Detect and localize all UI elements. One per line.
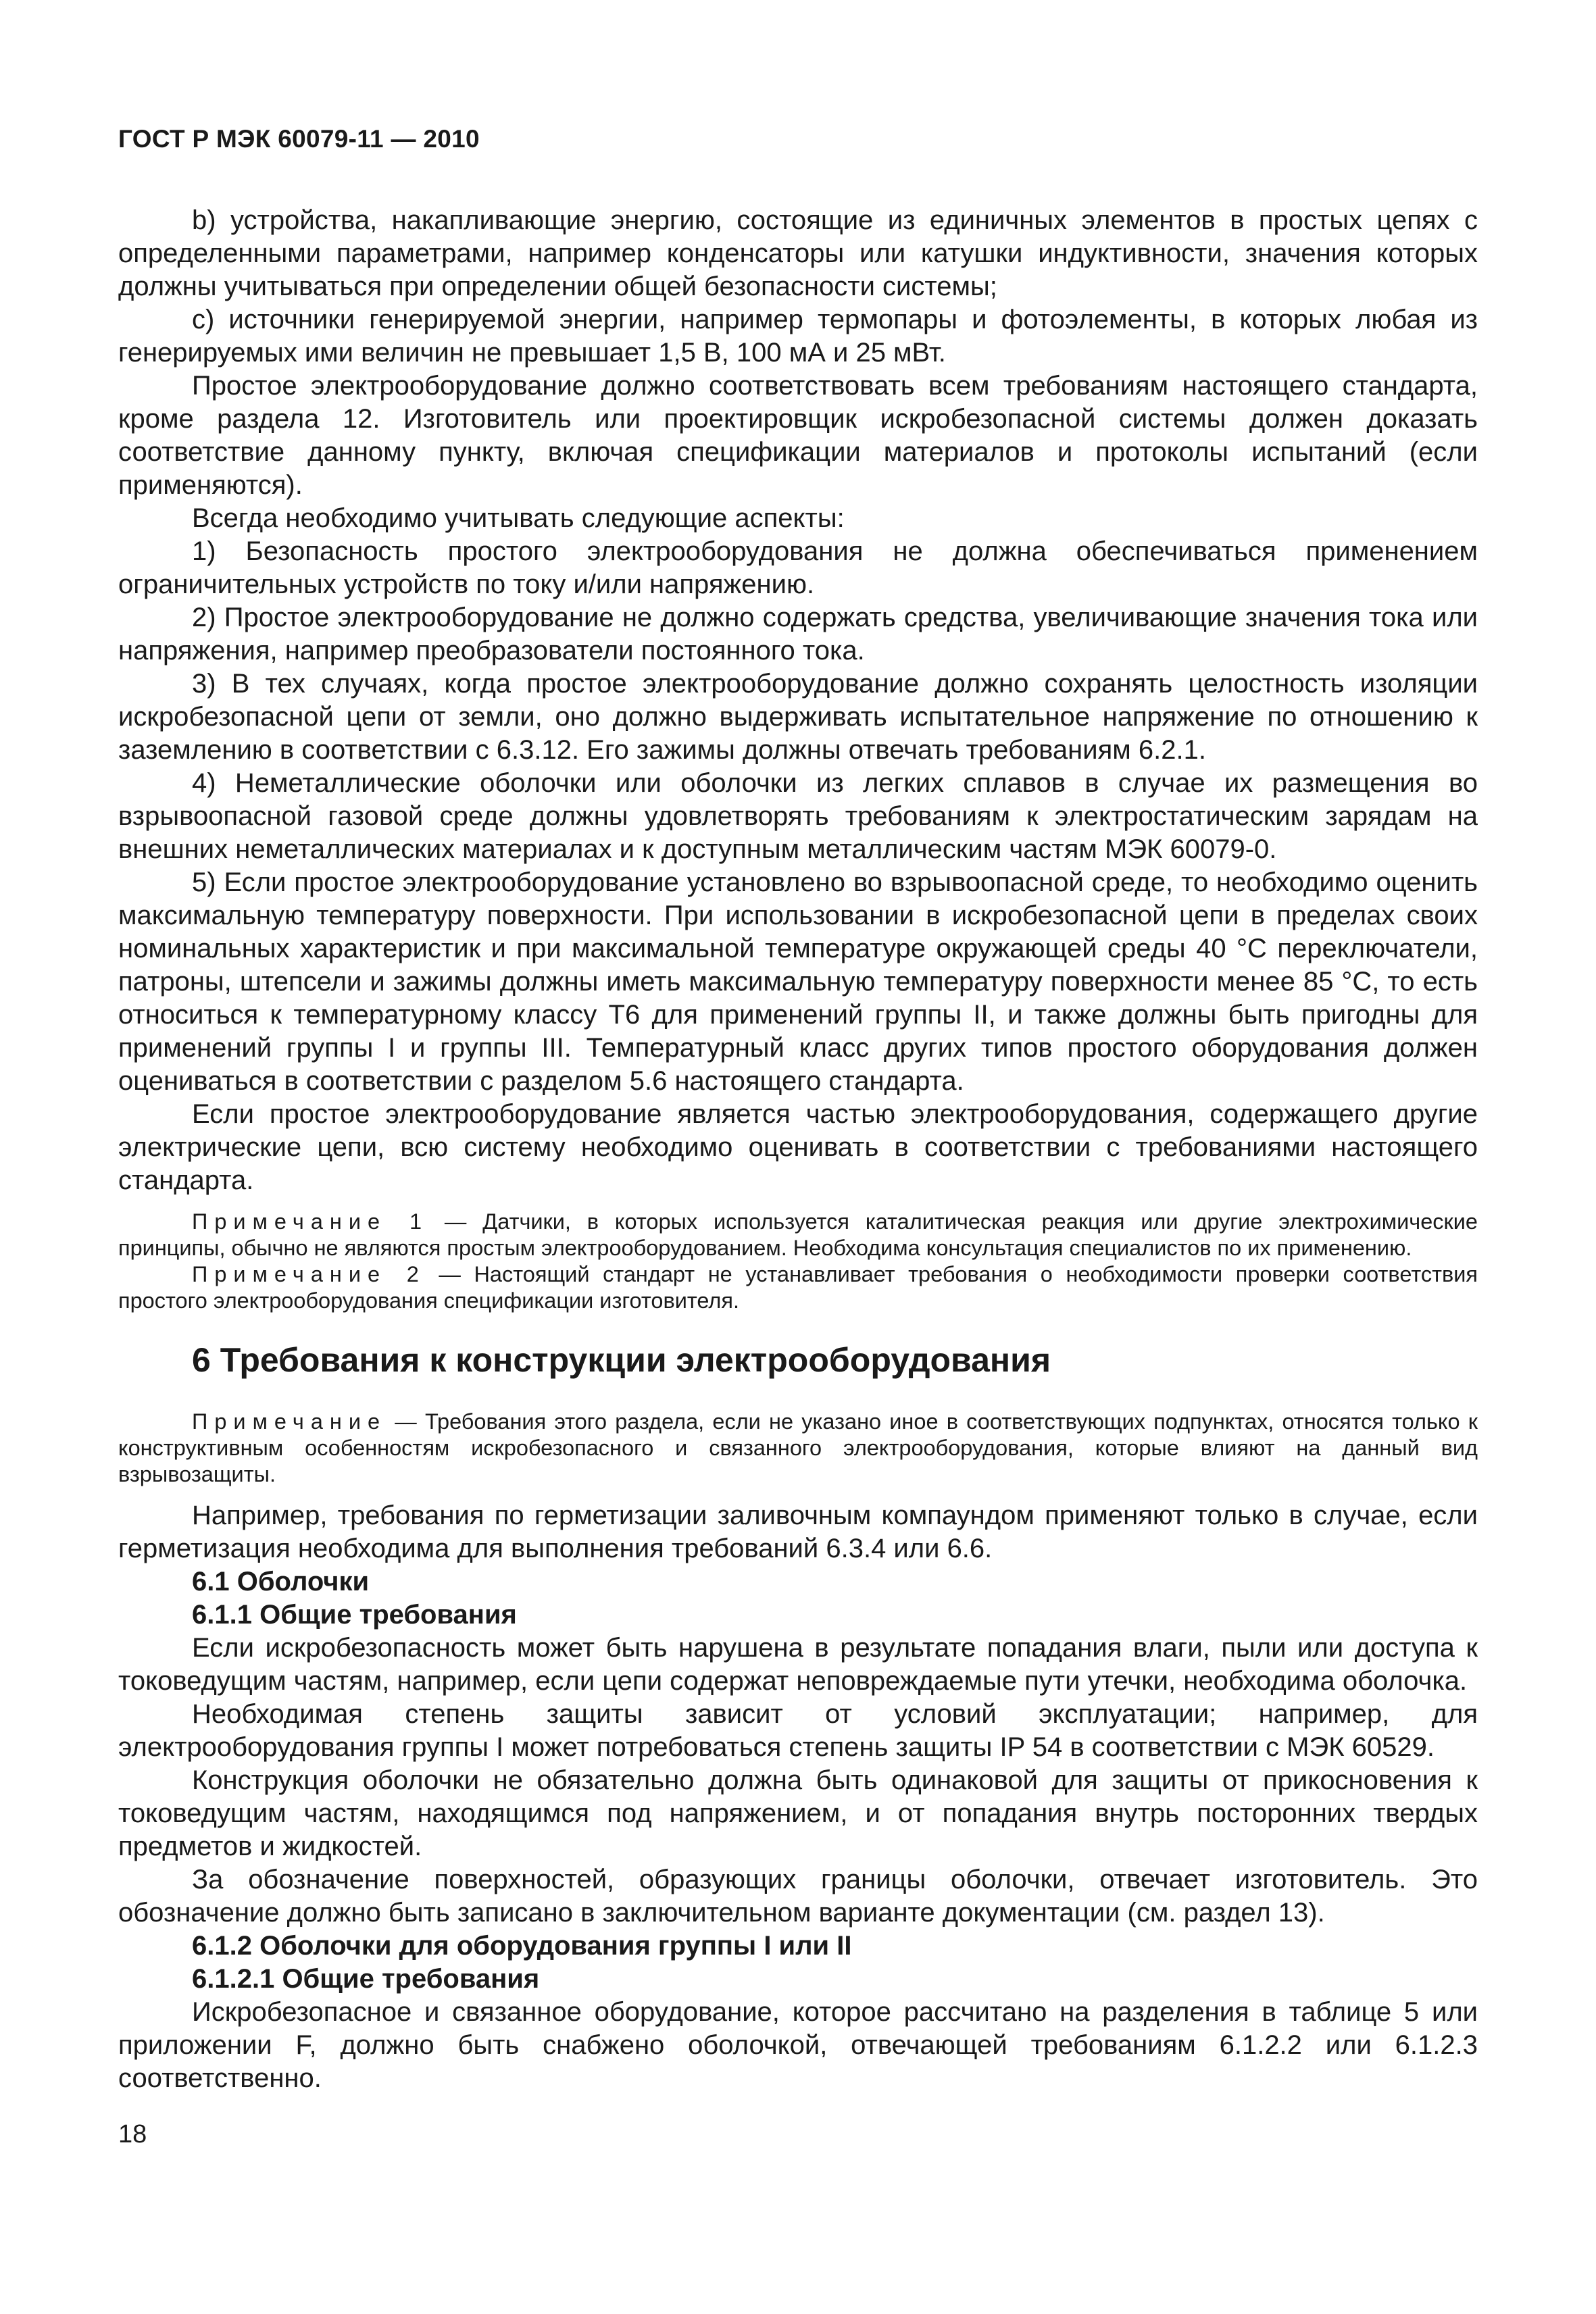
note-1: [118, 1209, 1478, 1261]
note-2-text: — Настоящий стандарт не устанавливает требования о необходимости проверки соответствия простого электрооборудования спецификации изготовителя.: [118, 1262, 1478, 1313]
note-1-text: — Датчики, в которых используется каталитическая реакция или другие электрохимические принципы, обычно не являются простым электрооборудованием. Необходима консультация специалистов по их применению.: [118, 1209, 1478, 1260]
paragraph-6-1-2-1: Искробезопасное и связанное оборудование, которое рассчитано на разделения в таблице 5 или приложении F, должно быть снабжено оболочкой, отвечающей требованиям 6.1.2.2 или 6.1.2.3 соответственно.: [118, 1997, 1478, 2093]
page-content: [118, 204, 1478, 2095]
paragraph-aspect-3: 3) В тех случаях, когда простое электрооборудование должно сохранять целостность изоляции искробезопасной цепи от земли, оно должно выдерживать испытательное напряжение по отношению к заземлению в соответствии с 6.3.12. Его зажимы должны отвечать требованиям 6.2.1.: [118, 669, 1478, 765]
paragraph-sealing-example: Например, требования по герметизации заливочным компаундом применяют только в случае, если герметизация необходима для выполнения требований 6.3.4 или 6.6.: [118, 1501, 1478, 1563]
paragraph-6-1-1-a: Если искробезопасность может быть нарушена в результате попадания влаги, пыли или доступа к токоведущим частям, например, если цепи содержат неповреждаемые пути утечки, необходима оболочка.: [118, 1633, 1478, 1696]
heading-6-1: 6.1 Оболочки: [192, 1567, 370, 1596]
paragraph-6-1-1-c: Конструкция оболочки не обязательно должна быть одинаковой для защиты от прикосновения к токоведущим частям, находящимся под напряжением, и от попадания внутрь посторонних твердых предметов и жидкостей.: [118, 1765, 1478, 1861]
section-6-note-label: Примечание: [192, 1409, 387, 1434]
paragraph-6-1-1-b: Необходимая степень защиты зависит от условий эксплуатации; например, для электрооборудования группы I может потребоваться степень защиты IP 54 в соответствии с МЭК 60529.: [118, 1699, 1478, 1762]
note-1-label: Примечание 1: [192, 1209, 429, 1234]
paragraph-aspect-4: 4) Неметаллические оболочки или оболочки из легких сплавов в случае их размещения во взрывоопасной газовой среде должны удовлетворять требованиям к электростатическим зарядам на внешних неметаллических материалах и к доступным металлическим частям МЭК 60079-0.: [118, 768, 1478, 864]
heading-6-1-1: 6.1.1 Общие требования: [192, 1600, 517, 1630]
section-6-note-text: — Требования этого раздела, если не указано иное в соответствующих подпунктах, относятся только к конструктивным особенностям искробезопасного и связанного электрооборудования, которые влияют на данный вид взрывозащиты.: [118, 1409, 1478, 1486]
note-2-label: Примечание 2: [192, 1262, 426, 1286]
paragraph-c: c) источники генерируемой энергии, например термопары и фотоэлементы, в которых любая из генерируемых ими величин не превышает 1,5 В, 100 мА и 25 мВт.: [118, 305, 1478, 368]
paragraph-aspects-intro: Всегда необходимо учитывать следующие аспекты:: [192, 503, 845, 533]
section-6-note: [118, 1409, 1478, 1488]
document-header: ГОСТ Р МЭК 60079-11 — 2010: [118, 125, 480, 153]
paragraph-aspect-2: 2) Простое электрооборудование не должно содержать средства, увеличивающие значения тока или напряжения, например преобразователи постоянного тока.: [118, 603, 1478, 665]
paragraph-simple-equipment: Простое электрооборудование должно соответствовать всем требованиям настоящего стандарта, кроме раздела 12. Изготовитель или проектировщик искробезопасной системы должен доказать соответствие данному пункту, включая спецификации материалов и протоколы испытаний (если применяются).: [118, 371, 1478, 500]
heading-6-1-2-1: 6.1.2.1 Общие требования: [192, 1964, 540, 1994]
note-2: [118, 1261, 1478, 1314]
paragraph-aspect-5: 5) Если простое электрооборудование установлено во взрывоопасной среде, то необходимо оценить максимальную температуру поверхности. При использовании в искробезопасной цепи в пределах своих номинальных характеристик и при максимальной температуре окружающей среды 40 °С переключатели, патроны, штепсели и зажимы должны иметь максимальную температуру поверхности менее 85 °С, то есть относиться к температурному классу Т6 для применений группы II, и также должны быть пригодны для применений группы I и группы III. Температурный класс других типов простого оборудования должен оцениваться в соответствии с разделом 5.6 настоящего стандарта.: [118, 867, 1478, 1096]
heading-6-1-2: 6.1.2 Оболочки для оборудования группы I или II: [192, 1931, 852, 1961]
paragraph-b: b) устройства, накапливающие энергию, состоящие из единичных элементов в простых цепях с определенными параметрами, например конденсаторы или катушки индуктивности, значения которых должны учитываться при определении общей безопасности системы;: [118, 205, 1478, 301]
section-6-title: 6 Требования к конструкции электрооборудования: [192, 1341, 1051, 1379]
paragraph-6-1-1-d: За обозначение поверхностей, образующих границы оболочки, отвечает изготовитель. Это обозначение должно быть записано в заключительном варианте документации (см. раздел 13).: [118, 1865, 1478, 1928]
paragraph-system-assessment: Если простое электрооборудование является частью электрооборудования, содержащего другие электрические цепи, всю систему необходимо оценивать в соответствии с требованиями настоящего стандарта.: [118, 1099, 1478, 1195]
page-number: 18: [118, 2120, 147, 2148]
paragraph-aspect-1: 1) Безопасность простого электрооборудования не должна обеспечиваться применением ограничительных устройств по току и/или напряжению.: [118, 536, 1478, 599]
